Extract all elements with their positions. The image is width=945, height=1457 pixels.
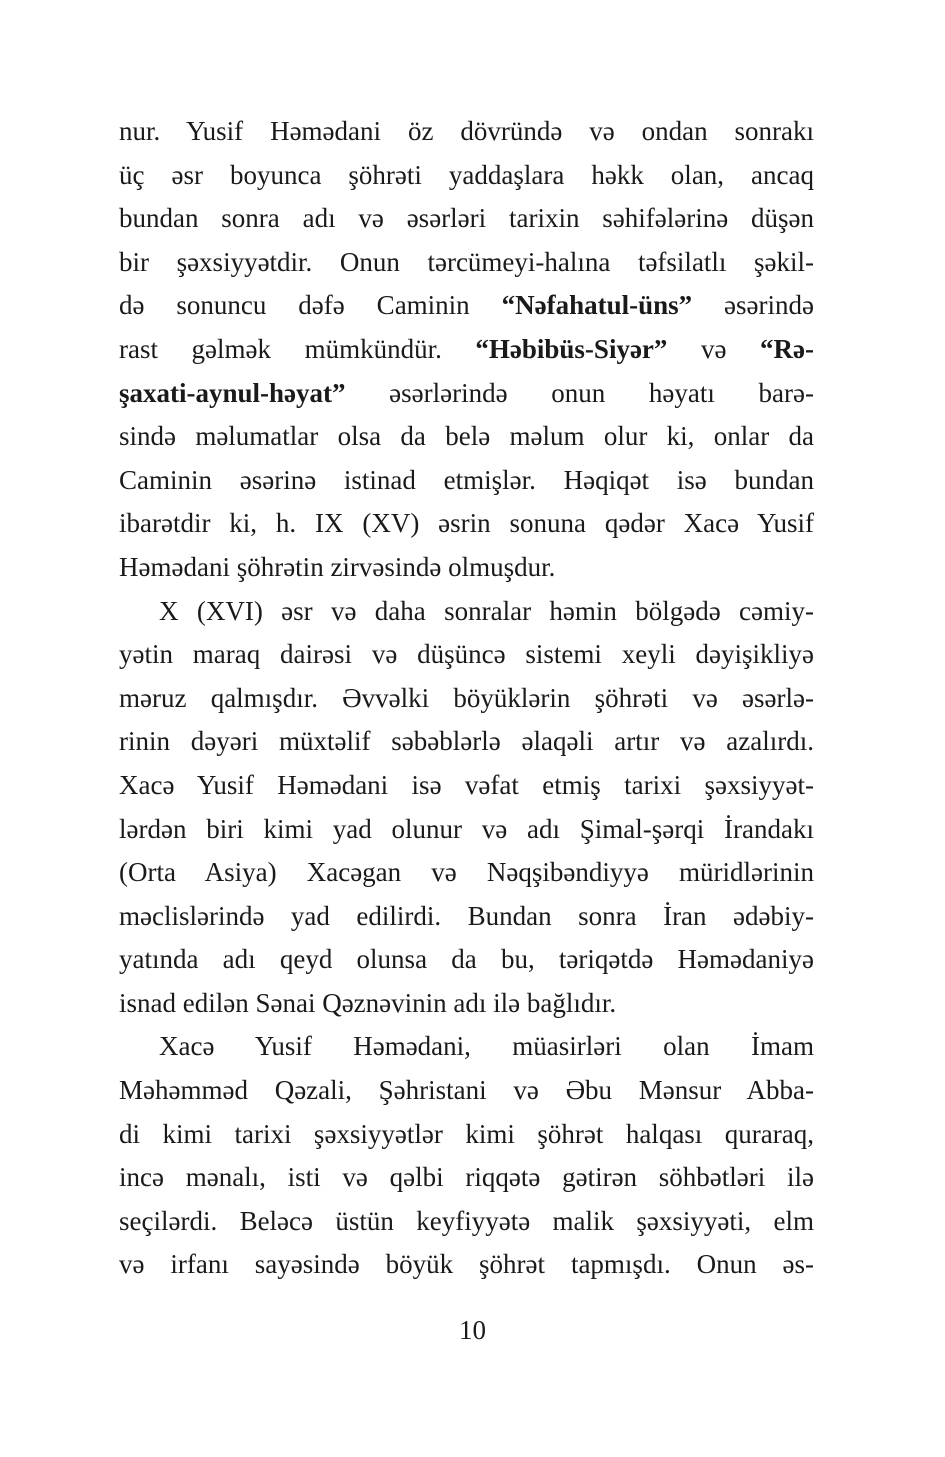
text-line bbox=[119, 546, 814, 590]
text-line bbox=[119, 1200, 814, 1244]
text-line bbox=[119, 982, 814, 1026]
text-line bbox=[119, 1069, 814, 1113]
text-run: əsərində bbox=[692, 290, 814, 321]
text-run: və bbox=[667, 333, 761, 364]
text-line bbox=[119, 1025, 814, 1069]
text-line bbox=[119, 415, 814, 459]
paragraph bbox=[119, 1025, 814, 1287]
text-line bbox=[119, 197, 814, 241]
text-run: məruz qalmışdır. Əvvəlki böyüklərin şöhrəti və əsərlə- bbox=[119, 682, 814, 713]
text-line bbox=[119, 328, 814, 372]
text-run: rinin dəyəri müxtəlif səbəblərlə əlaqəli artır və azalırdı. bbox=[119, 726, 814, 757]
text-run: (Orta Asiya) Xacəgan və Nəqşibəndiyyə müridlərinin bbox=[119, 857, 814, 888]
page-number: 10 bbox=[459, 1315, 486, 1345]
text-run: Həmədani şöhrətin zirvəsində olmuşdur. bbox=[119, 551, 556, 582]
text-run: isnad edilən Sənai Qəznəvinin adı ilə bağlıdır. bbox=[119, 987, 617, 1018]
bold-title-text: “Rə- bbox=[760, 333, 815, 364]
text-line bbox=[119, 895, 814, 939]
text-line bbox=[119, 459, 814, 503]
text-line bbox=[119, 938, 814, 982]
text-line bbox=[119, 720, 814, 764]
text-line bbox=[119, 241, 814, 285]
text-line bbox=[119, 1113, 814, 1157]
text-line bbox=[119, 590, 814, 634]
text-run: yatında adı qeyd olunsa da bu, təriqətdə Həmədaniyə bbox=[119, 944, 814, 975]
text-run: X (XVI) əsr və daha sonralar həmin bölgədə cəmiy- bbox=[159, 595, 814, 626]
text-line bbox=[119, 284, 814, 328]
bold-title-text: şaxati-aynul-həyat” bbox=[119, 377, 346, 408]
text-line bbox=[119, 1156, 814, 1200]
text-line bbox=[119, 110, 814, 154]
text-run: məclislərində yad edilirdi. Bundan sonra İran ədəbiy- bbox=[119, 900, 814, 931]
text-run: seçilərdi. Beləcə üstün keyfiyyətə malik şəxsiyyəti, elm bbox=[119, 1205, 814, 1236]
text-run: Caminin əsərinə istinad etmişlər. Həqiqət isə bundan bbox=[119, 464, 814, 495]
text-run: sində məlumatlar olsa da belə məlum olur ki, onlar da bbox=[119, 421, 814, 452]
text-run: əsərlərində onun həyatı barə- bbox=[345, 377, 814, 408]
text-line bbox=[119, 851, 814, 895]
text-run: ibarətdir ki, h. IX (XV) əsrin sonuna qədər Xacə Yusif bbox=[119, 508, 814, 539]
text-line bbox=[119, 502, 814, 546]
text-run: Xacə Yusif Həmədani, müasirləri olan İmam bbox=[159, 1031, 814, 1062]
text-line bbox=[119, 808, 814, 852]
text-run: di kimi tarixi şəxsiyyətlər kimi şöhrət halqası quraraq, bbox=[119, 1118, 814, 1149]
text-run: üç əsr boyunca şöhrəti yaddaşlara həkk olan, ancaq bbox=[119, 159, 814, 190]
text-run: rast gəlmək mümkündür. bbox=[119, 333, 476, 364]
text-run: lərdən biri kimi yad olunur və adı Şimal-şərqi İrandakı bbox=[119, 813, 814, 844]
text-run: nur. Yusif Həmədani öz dövründə və ondan sonrakı bbox=[119, 116, 814, 146]
text-run: yətin maraq dairəsi və düşüncə sistemi xeyli dəyişikliyə bbox=[119, 639, 814, 670]
text-line bbox=[119, 633, 814, 677]
text-run: bir şəxsiyyətdir. Onun tərcümeyi-halına təfsilatlı şəkil- bbox=[119, 246, 814, 277]
text-run: də sonuncu dəfə Caminin bbox=[119, 290, 502, 321]
bold-title-text: “Həbibüs-Siyər” bbox=[475, 333, 668, 364]
text-run: və irfanı sayəsində böyük şöhrət tapmışdı. Onun əs- bbox=[119, 1249, 814, 1280]
bold-title-text: “Nəfahatul-üns” bbox=[501, 290, 693, 321]
text-line bbox=[119, 154, 814, 198]
text-run: incə mənalı, isti və qəlbi riqqətə gətirən söhbətləri ilə bbox=[119, 1162, 814, 1193]
paragraph bbox=[119, 110, 814, 590]
page-body bbox=[119, 110, 814, 1287]
text-line bbox=[119, 677, 814, 721]
paragraph bbox=[119, 590, 814, 1026]
text-run: bundan sonra adı və əsərləri tarixin səhifələrinə düşən bbox=[119, 203, 814, 234]
text-line bbox=[119, 764, 814, 808]
text-line bbox=[119, 1243, 814, 1287]
text-run: Məhəmməd Qəzali, Şəhristani və Əbu Mənsur Abba- bbox=[119, 1075, 814, 1106]
text-line bbox=[119, 372, 814, 416]
text-run: Xacə Yusif Həmədani isə vəfat etmiş tarixi şəxsiyyət- bbox=[119, 769, 814, 800]
